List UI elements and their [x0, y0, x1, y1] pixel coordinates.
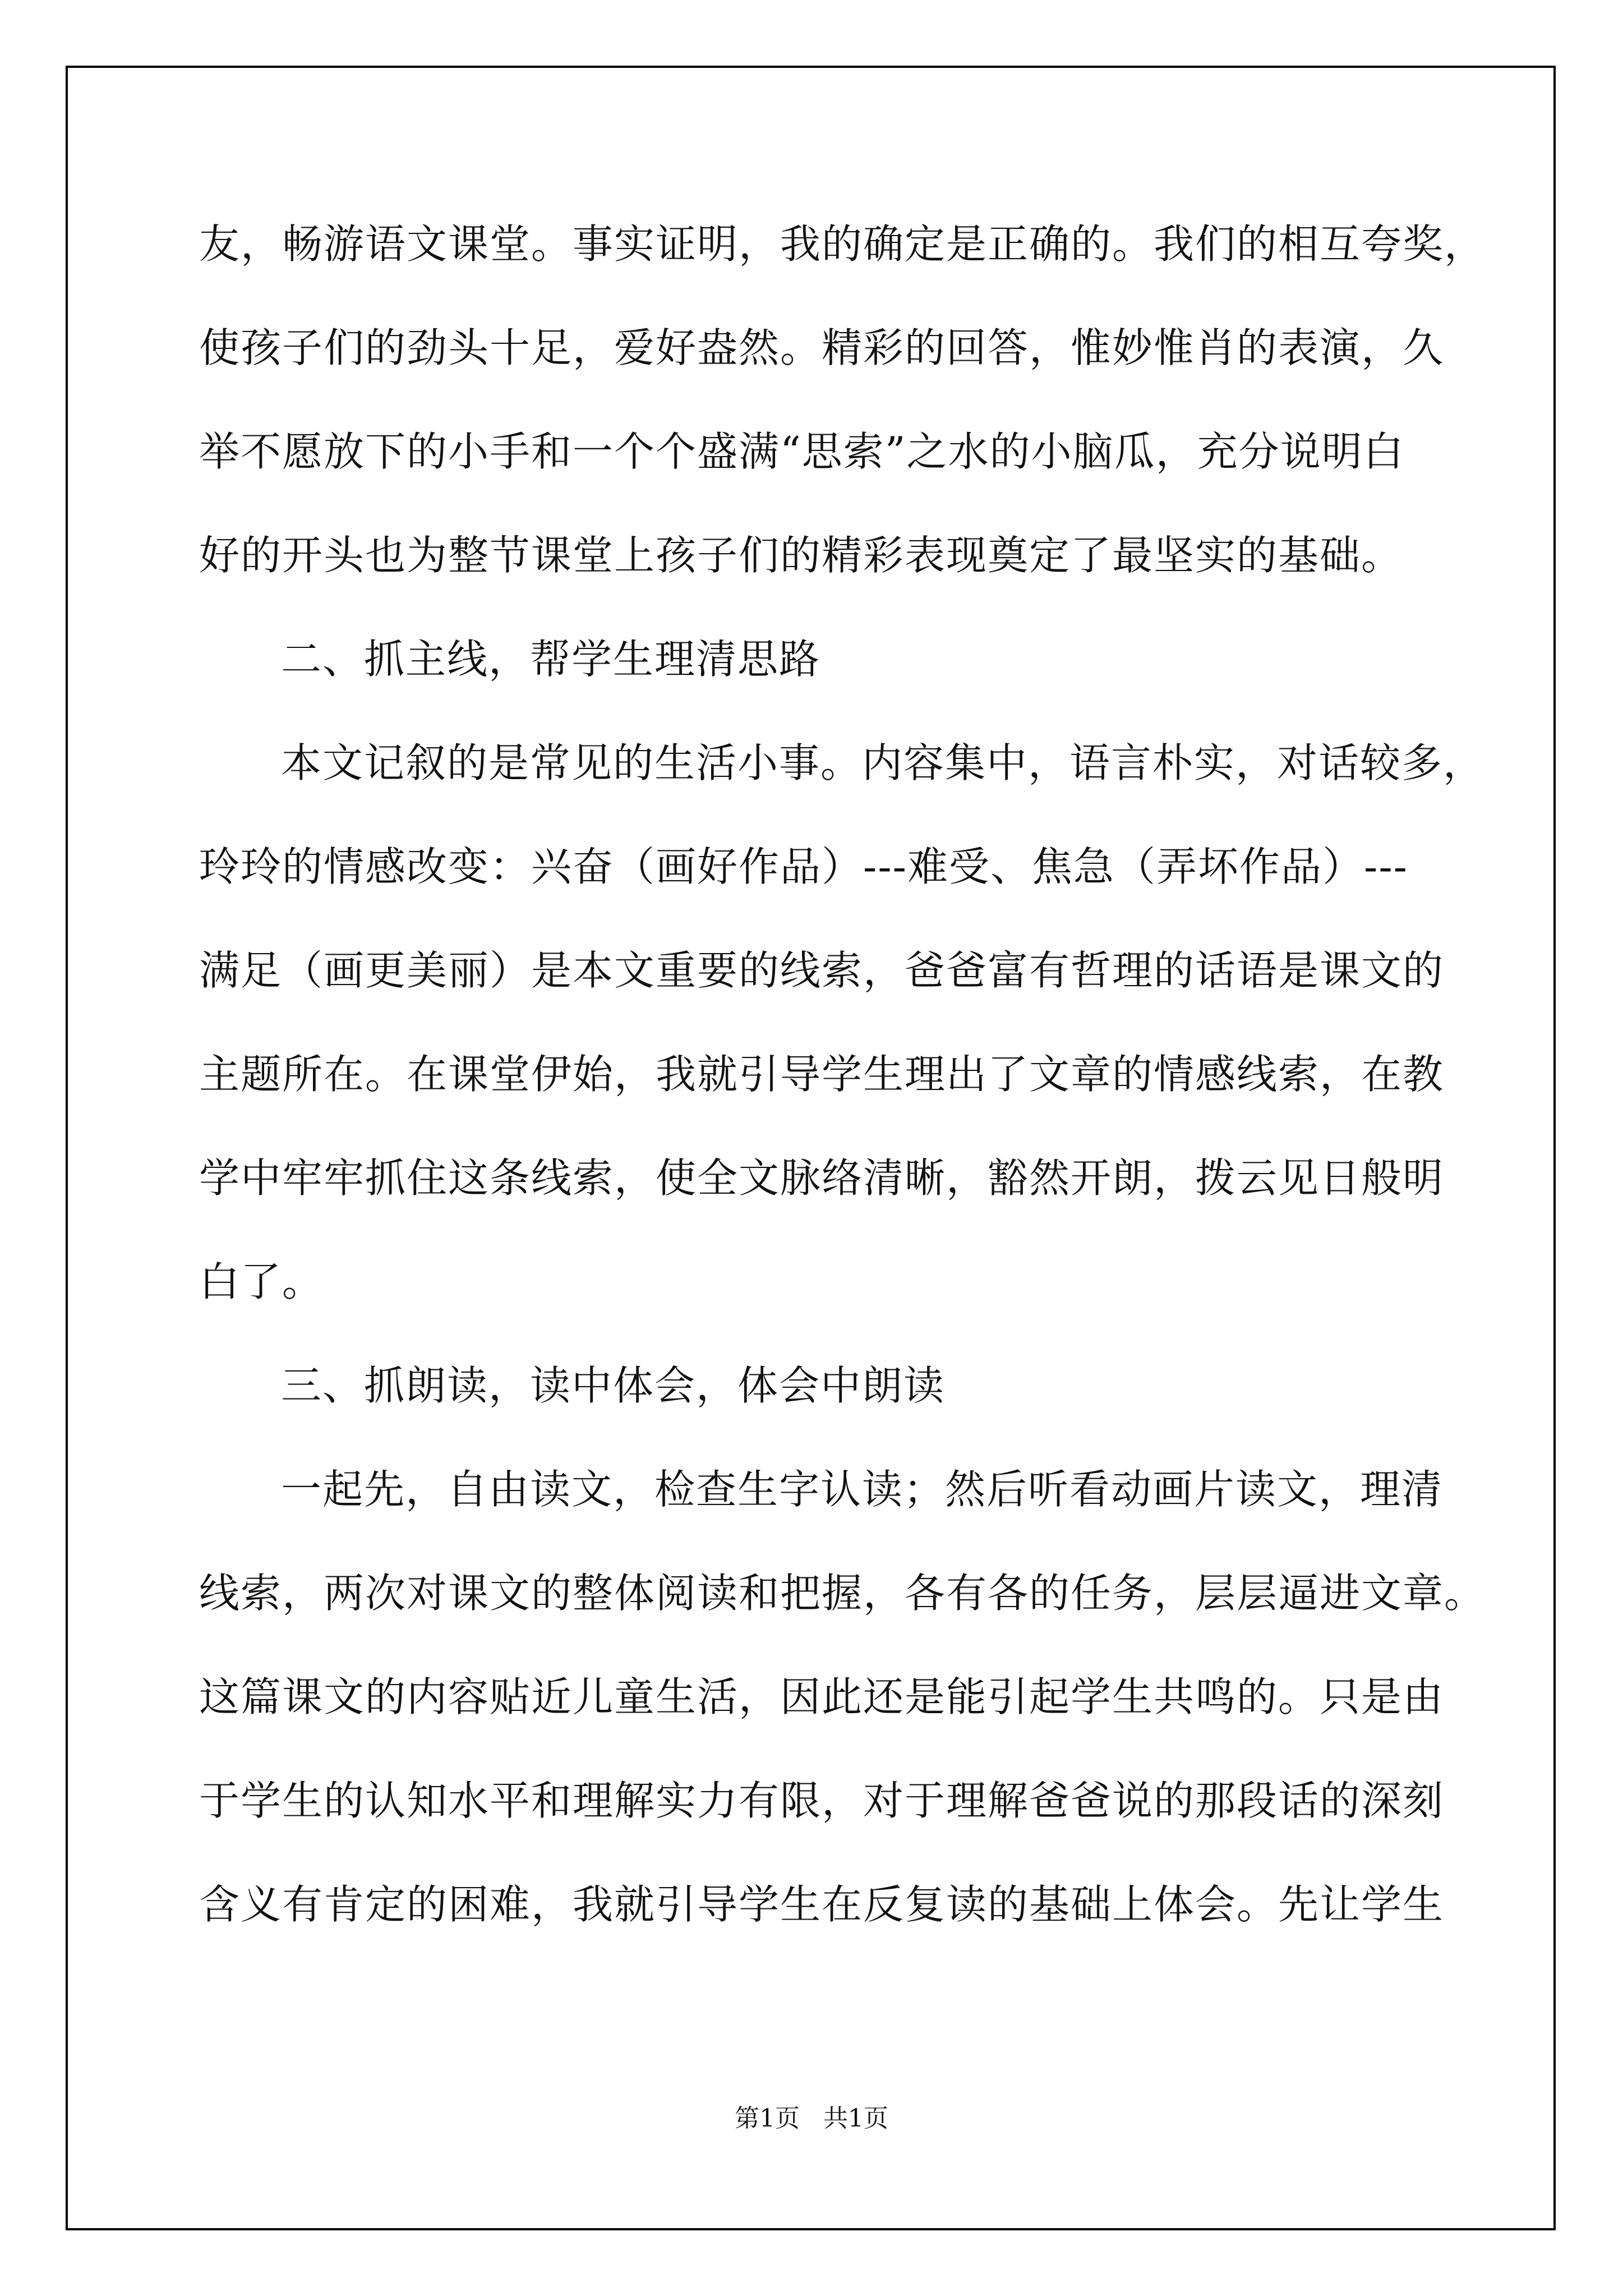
- page-number-footer: 第1页 共1页: [735, 2104, 888, 2133]
- text-line: 本文记叙的是常见的生活小事。内容集中，语言朴实，对话较多，: [281, 739, 1485, 786]
- text-line: 一起先，自由读文，检查生字认读；然后听看动画片读文，理清: [281, 1466, 1444, 1513]
- text-line: 于学生的认知水平和理解实力有限，对于理解爸爸说的那段话的深刻: [199, 1777, 1445, 1824]
- text-line: 好的开头也为整节课堂上孩子们的精彩表现奠定了最坚实的基础。: [199, 532, 1403, 579]
- text-line: 友，畅游语文课堂。事实证明，我的确定是正确的。我们的相互夸奖，: [199, 220, 1486, 268]
- text-line: 线索，两次对课文的整体阅读和把握，各有各的任务，层层逼进文章。: [199, 1570, 1486, 1617]
- section-heading: 二、抓主线，帮学生理清思路: [281, 636, 821, 683]
- document-body: [199, 216, 1486, 1980]
- text-line: 主题所在。在课堂伊始，我就引导学生理出了文章的情感线索，在教: [199, 1051, 1445, 1098]
- text-line: 使孩子们的劲头十足，爱好盎然。精彩的回答，惟妙惟肖的表演，久: [199, 324, 1445, 371]
- text-line: 白了。: [199, 1258, 324, 1305]
- text-line: 举不愿放下的小手和一个个盛满“思索”之水的小脑瓜，充分说明白: [199, 428, 1405, 475]
- text-line: 学中牢牢抓住这条线索，使全文脉络清晰，豁然开朗，拨云见日般明: [199, 1154, 1445, 1202]
- text-line: 玲玲的情感改变：兴奋（画好作品）---难受、焦急（弄坏作品）---: [199, 843, 1408, 890]
- text-line: 含义有肯定的困难，我就引导学生在反复读的基础上体会。先让学生: [199, 1881, 1445, 1928]
- section-heading: 三、抓朗读，读中体会，体会中朗读: [281, 1362, 946, 1409]
- text-line: 这篇课文的内容贴近儿童生活，因此还是能引起学生共鸣的。只是由: [199, 1673, 1445, 1720]
- text-line: 满足（画更美丽）是本文重要的线索，爸爸富有哲理的话语是课文的: [199, 947, 1445, 994]
